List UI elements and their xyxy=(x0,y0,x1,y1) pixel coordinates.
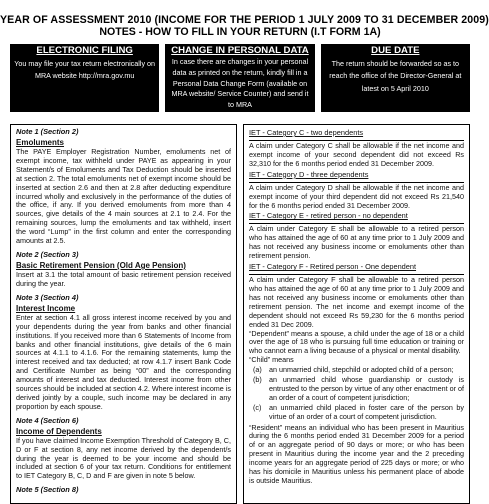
list-text: an unmarried child whose guardianship or custody is entrusted to the person by virtue of any other enactment or of an order of a court of competent jurisdiction; xyxy=(269,375,464,402)
list-item xyxy=(249,376,464,403)
electronic-filing-box xyxy=(10,44,159,112)
note-1-heading: Note 1 (Section 2) xyxy=(16,127,79,136)
left-column xyxy=(10,124,237,504)
page-header xyxy=(0,0,489,38)
list-marker: (a) xyxy=(253,365,262,375)
pension-heading: Basic Retirement Pension (Old Age Pension) xyxy=(16,260,186,270)
electronic-filing-text: You may file your tax return electronically on MRA website http://mra.gov.mu xyxy=(14,59,156,81)
personal-data-box xyxy=(165,44,314,112)
header-title: YEAR OF ASSESSMENT 2010 (INCOME FOR THE PERIOD 1 JULY 2009 TO 31 DECEMBER 2009) xyxy=(0,14,489,26)
due-date-title: DUE DATE xyxy=(371,45,420,56)
dependents-income-heading: Income of Dependents xyxy=(16,426,102,436)
category-d-heading: IET - Category D - three dependents xyxy=(249,169,369,179)
electronic-filing-title: ELECTRONIC FILING xyxy=(36,45,133,56)
child-definition-label: “Child” means xyxy=(249,355,294,365)
note-4-heading: Note 4 (Section 6) xyxy=(16,415,79,425)
resident-definition: “Resident” means an individual who has been present in Mauritius during the 6 months period ended 31 December 2009 for a period of or an aggregate period of 90 days or more; or who has been present in Mauritius during the income year and the 2 preceding income years for an aggregate period of 225 days or more; or who has his domicile in Mauritius unless his permanent place of abode is outside Mauritius. xyxy=(249,422,464,485)
dependents-income-text: If you have claimed Income Exemption Threshold of Category B, C, D or F at section 8, any net income derived by the dependent/s during the year is deemed to be your income and should be included at section 6 of your tax return. Conditions for entitlement to IET Category B, C, D and F are given in note 5 below. xyxy=(16,435,231,481)
info-boxes xyxy=(10,44,470,112)
category-d-text: A claim under Category D shall be allowable if the net income and exempt income of your third dependent did not exceed Rs 21,540 for the 6 months period ended 31 December 2009. xyxy=(249,182,464,210)
pension-text: Insert at 3.1 the total amount of basic retirement pension received during the year. xyxy=(16,269,231,288)
interest-heading: Interest Income xyxy=(16,303,76,313)
right-column xyxy=(243,124,470,504)
category-e-text: A claim under Category E shall be allowable to a retired person who has attained the age of 60 at any time prior to 1 July 2009 and has not received any business income or emoluments other than retirement pension. xyxy=(249,224,464,261)
list-text: an unmarried child placed in foster care of the person by virtue of an order of a court of competent jurisdiction. xyxy=(269,402,464,421)
category-c-text: A claim under Category C shall be allowable if the net income and exempt income of your second dependent did not exceed Rs 32,310 for the 6 months period ended 31 December 2009. xyxy=(249,141,464,168)
child-definition-list xyxy=(249,366,464,421)
notes-columns xyxy=(10,124,470,504)
category-e-heading: IET - Category E - retired person - no dependent xyxy=(249,211,408,221)
list-item xyxy=(249,404,464,422)
list-marker: (b) xyxy=(253,375,262,385)
note-5-heading: Note 5 (Section 8) xyxy=(16,485,79,495)
list-text: an unmarried child, stepchild or adopted child of a person; xyxy=(269,365,454,375)
due-date-box xyxy=(321,44,470,112)
personal-data-text: In case there are changes in your personal data as printed on the return, kindly fill in a Personal Data Change Form (available on MRA website/ Service Counter) and send it to MRA xyxy=(171,57,309,110)
emoluments-heading: Emoluments xyxy=(16,138,65,147)
header-subtitle: NOTES - HOW TO FILL IN YOUR RETURN (I.T FORM 1A) xyxy=(99,26,381,38)
interest-text: Enter at section 4.1 all gross interest income received by you and your dependents during the year from banks and other financial institutions. If you received more than 6 Statements of Income from banks and other financial institutions, give details of the 6 main sources at 4.1.1 to 4.1.6. For the remaining statements, lump the interest received and tax deducted; at row 4.1.7 insert Bank Code and Certificate Number as being “00” and the corresponding amounts of interest and tax deducted. Interest income from other sources should be included at section 4.2. Where interest income is derived jointly by a couple, such income may be declared in any proportion by each spouse. xyxy=(16,312,231,411)
list-marker: (c) xyxy=(253,402,262,412)
due-date-text: The return should be forwarded so as to reach the office of the Director-General at latest on 5 April 2010 xyxy=(329,59,462,93)
dependent-definition: “Dependent” means a spouse, a child under the age of 18 or a child over the age of 18 who is pursuing full time education or training or who cannot earn a living because of a physical or mental disability. xyxy=(249,328,464,356)
personal-data-title: CHANGE IN PERSONAL DATA xyxy=(171,45,309,56)
category-f-text: A claim under Category F shall be allowable to a retired person who has attained the age of 60 at any time prior to 1 July 2009 and has not received any business income or emoluments other than retirement pension. The net income and exempt income of the dependent should not exceed Rs 59,230 for the 6 months period ended 31 Dec 2009. xyxy=(249,275,464,329)
emoluments-text: The PAYE Employer Registration Number, emoluments net of exempt income, tax withheld under PAYE as appearing in your Statement/s of Emoluments and Tax Deduction should be inserted at section 2. The total emoluments net of exempt income should be inserted at section 2.6 and then at 2.8 after deducting expenditure incurred wholly and exclusively in the performance of the duties of the office, if any. If you derived emoluments from more than 4 sources, give details of the 4 main sources at 2.1 to 2.4. For the remaining sources, lump the emoluments and tax withheld, insert the word “Lump” in the first column and enter the corresponding amounts at 2.5. xyxy=(16,147,231,246)
note-3-heading: Note 3 (Section 4) xyxy=(16,292,79,302)
category-c-heading: IET - Category C - two dependents xyxy=(249,128,364,137)
list-item xyxy=(249,366,464,375)
note-2-heading: Note 2 (Section 3) xyxy=(16,249,79,259)
category-f-heading: IET - Category F - Retired person - One dependent xyxy=(249,262,417,272)
